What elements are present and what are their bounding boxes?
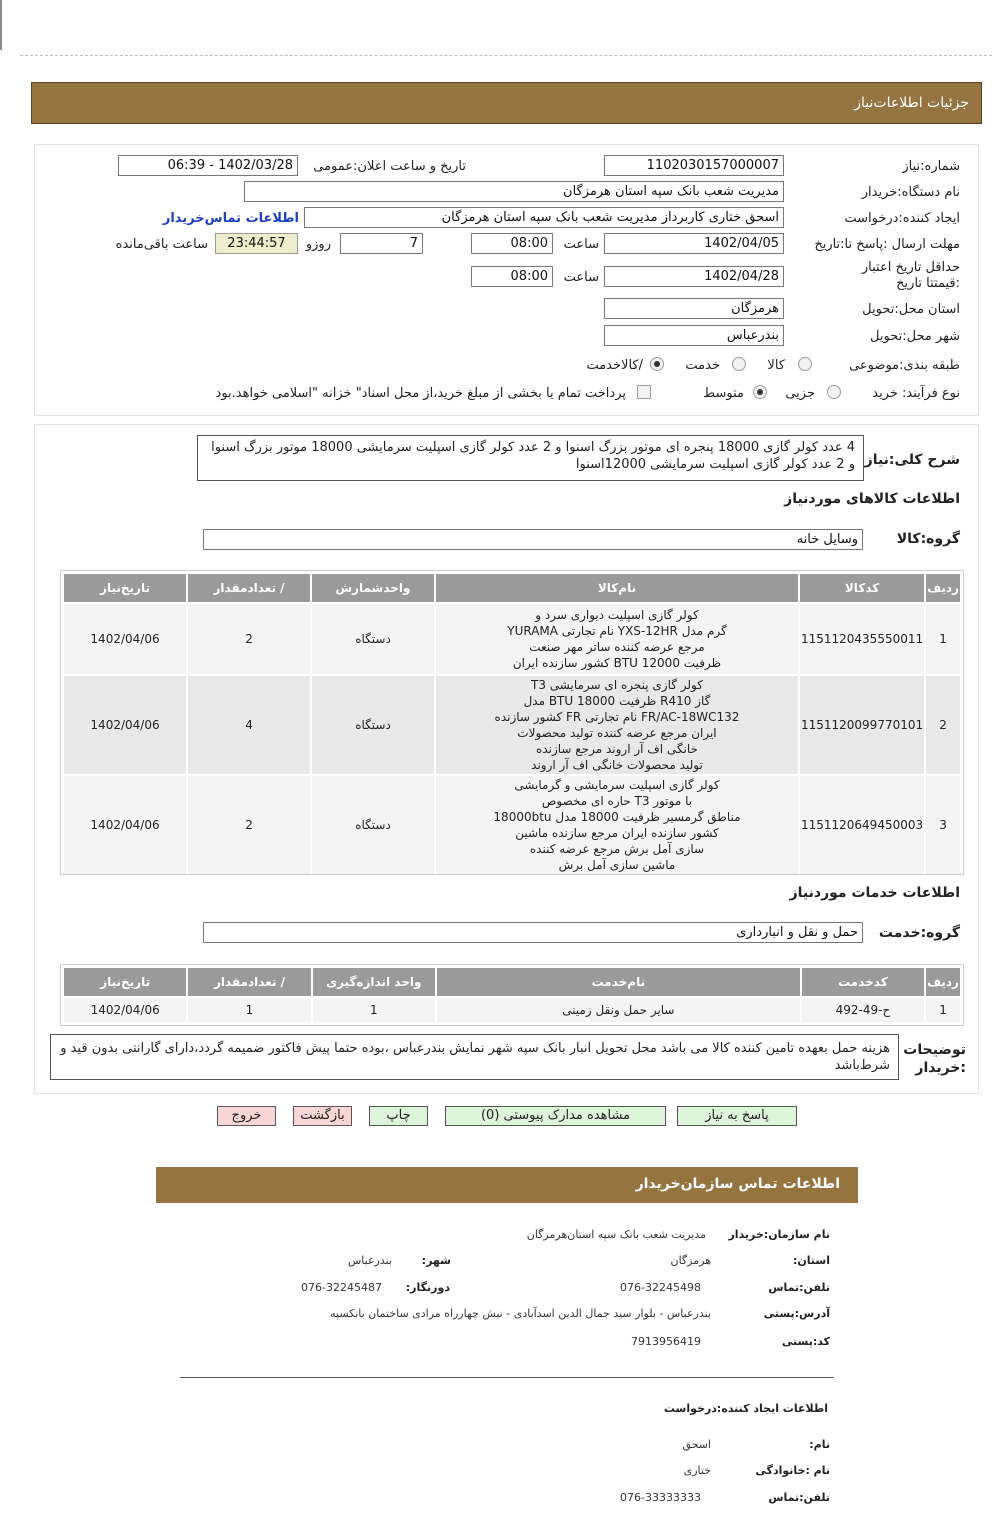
category-label: طبقه بندی:موضوعی bbox=[849, 358, 960, 373]
contact-phone-value: 076-32245498 bbox=[620, 1281, 701, 1294]
row-name bbox=[436, 676, 798, 774]
col-qty: / تعدادمقدار bbox=[188, 574, 310, 602]
page-header bbox=[31, 82, 982, 124]
contact-address-label: آدرس:پستی bbox=[763, 1307, 830, 1320]
row-code: ح-49-492 bbox=[802, 998, 924, 1022]
row-name bbox=[436, 776, 798, 874]
services-section-title: اطلاعات خدمات موردنیاز bbox=[789, 885, 960, 901]
need-number-label: شماره:نیاز bbox=[902, 159, 960, 174]
category-option-service: خدمت bbox=[685, 358, 720, 373]
row-name-line: کولر گازی اسپلیت سرمایشی و گرمایشی bbox=[514, 778, 720, 792]
creator-field: اسحق ختاری کاربرداز مدیریت شعب بانک سپه استان هرمزگان bbox=[304, 207, 784, 228]
contact-divider bbox=[180, 1377, 834, 1378]
process-option-medium: متوسط bbox=[703, 386, 744, 401]
row-name-line: خانگی اف آر اروند مرجع سازنده bbox=[536, 742, 698, 756]
col-unit: واحد اندازه‌گیری bbox=[313, 968, 435, 996]
need-number-field: 1102030157000007 bbox=[604, 155, 784, 176]
row-name-line: تولید محصولات خانگی اف آر اروند bbox=[531, 758, 703, 772]
row-name-line: ظرفیت 12000 BTU کشور سازنده ایران bbox=[512, 656, 722, 670]
creator-label: ایجاد کننده:درخواست bbox=[844, 211, 960, 226]
contact-province-label: استان: bbox=[793, 1254, 830, 1267]
row-name bbox=[436, 604, 798, 674]
exit-button[interactable]: خروج bbox=[217, 1106, 276, 1126]
row-qty: 4 bbox=[188, 676, 310, 774]
col-code: کدکالا bbox=[800, 574, 924, 602]
print-button[interactable]: چاپ bbox=[369, 1106, 428, 1126]
col-row: ردیف bbox=[926, 968, 960, 996]
row-unit: دستگاه bbox=[312, 776, 434, 874]
row-name-line: با موتور T3 حاره ای مخصوص bbox=[541, 794, 693, 808]
table-row bbox=[64, 604, 960, 674]
row-unit: دستگاه bbox=[312, 604, 434, 674]
row-date: 1402/04/06 bbox=[64, 776, 186, 874]
contact-fax-value: 076-32245487 bbox=[301, 1281, 382, 1294]
category-radio-goods[interactable] bbox=[798, 357, 812, 371]
creator-phone-label: تلفن:تماس bbox=[768, 1491, 830, 1504]
goods-table-header bbox=[64, 574, 960, 602]
row-name-line: سازی آمل برش مرجع عرضه کننده bbox=[529, 842, 705, 856]
row-index: 1 bbox=[926, 604, 960, 674]
back-button[interactable]: بازگشت bbox=[293, 1106, 352, 1126]
process-radio-medium[interactable] bbox=[753, 385, 767, 399]
province-field: هرمزگان bbox=[604, 298, 784, 319]
category-option-goods-service: /کالاخدمت bbox=[586, 358, 643, 373]
col-unit: واحدشمارش bbox=[312, 574, 434, 602]
validity-label: حداقل تاریخ اعتبار :قیمتتا تاریخ bbox=[861, 260, 960, 291]
row-index: 3 bbox=[926, 776, 960, 874]
contact-org-value: مدیریت شعب بانک سپه استان‌هرمزگان bbox=[526, 1228, 706, 1241]
contact-fax-label: دورنگار: bbox=[405, 1281, 450, 1294]
col-qty: / تعدادمقدار bbox=[188, 968, 310, 996]
col-date: تاریخ‌نیاز bbox=[64, 574, 186, 602]
process-radio-minor[interactable] bbox=[827, 385, 841, 399]
creator-phone-value: 076-33333333 bbox=[620, 1491, 701, 1504]
goods-group-label: گروه:کالا bbox=[896, 531, 960, 547]
contact-header-title: اطلاعات تماس سازمان‌خریدار bbox=[635, 1176, 840, 1192]
contact-header bbox=[156, 1167, 858, 1203]
treasury-payment-note: پرداخت تمام یا بخشی از مبلغ خرید،از محل اسناد" خزانه "اسلامی خواهد.بود bbox=[215, 386, 626, 401]
category-option-goods: کالا bbox=[767, 358, 785, 373]
row-name-line: گرم مدل YXS-12HR نام تجارتی YURAMA bbox=[507, 624, 727, 638]
validity-date-field: 1402/04/28 bbox=[604, 266, 784, 287]
goods-table bbox=[62, 572, 962, 876]
col-row: ردیف bbox=[926, 574, 960, 602]
page-header-title: جزئیات اطلاعات‌نیاز bbox=[854, 95, 969, 111]
row-name-line: کشور سازنده ایران مرجع سازنده ماشین bbox=[515, 826, 719, 840]
city-field: بندرعباس bbox=[604, 325, 784, 346]
deadline-label: مهلت ارسال :پاسخ تا:تاریخ bbox=[814, 237, 960, 252]
row-date: 1402/04/06 bbox=[64, 676, 186, 774]
row-index: 1 bbox=[926, 998, 960, 1022]
days-label: روزو bbox=[305, 237, 331, 252]
goods-section-title: اطلاعات کالاهای موردنیاز bbox=[784, 491, 960, 507]
row-name-line: مرجع عرضه کننده ساتر مهر صنعت bbox=[529, 640, 705, 654]
row-name-line: ایران مرجع عرضه کننده تولید محصولات bbox=[517, 726, 717, 740]
row-name-line: ماشین سازی آمل برش bbox=[558, 858, 676, 872]
row-unit: 1 bbox=[313, 998, 435, 1022]
row-name-line: FR/AC-18WC132 نام تجارتی FR کشور سازنده bbox=[494, 710, 740, 724]
buyer-notes-text: هزینه حمل بعهده تامین کننده کالا می باشد محل تحویل انبار بانک سپه شهر نمایش بندرعباس ،بوده حتما پیش فاکتور ضمیمه گردد،دارای گارانتی بدون قید و شرط‌باشد bbox=[50, 1034, 899, 1080]
deadline-time-field: 08:00 bbox=[471, 233, 553, 254]
buyer-org-field: مدیریت شعب بانک سپه استان هرمزگان bbox=[244, 181, 784, 202]
goods-table-frame bbox=[60, 570, 964, 875]
row-code: 1151120435550011 bbox=[800, 604, 924, 674]
row-code: 1151120649450003 bbox=[800, 776, 924, 874]
process-option-minor: جزیی bbox=[785, 386, 815, 401]
respond-button[interactable]: پاسخ به نیاز bbox=[677, 1106, 797, 1126]
contact-city-value: بندرعباس bbox=[347, 1254, 392, 1267]
row-name-line: کولر گازی پنجره ای سرمایشی T3 bbox=[531, 678, 703, 692]
countdown-timer: 23:44:57 bbox=[215, 233, 298, 254]
row-name-line: کولر گازی اسپلیت دیواری سرد و bbox=[535, 608, 699, 622]
creator-family-label: نام :خانوادگی bbox=[755, 1464, 830, 1477]
contact-postal-value: 7913956419 bbox=[631, 1335, 701, 1348]
goods-group-field: وسایل خانه bbox=[203, 529, 863, 550]
summary-text: 4 عدد کولر گازی 18000 پنجره ای موتور بزرگ اسنوا و 2 عدد کولر گازی اسپلیت سرمایشی 18000 موتور بزرگ اسنوا و 2 عدد کولر گازی اسپلیت سرمایشی 12000اسنوا bbox=[197, 435, 864, 481]
row-qty: 1 bbox=[188, 998, 310, 1022]
row-qty: 2 bbox=[188, 604, 310, 674]
days-field: 7 bbox=[340, 233, 423, 254]
col-name: نام‌کالا bbox=[436, 574, 798, 602]
col-name: نام‌خدمت bbox=[437, 968, 800, 996]
creator-name-label: نام: bbox=[809, 1438, 830, 1451]
row-name-line: گاز R410 ظرفیت 18000 BTU مدل bbox=[523, 694, 711, 708]
services-group-label: گروه:خدمت bbox=[878, 925, 960, 941]
announce-label: تاریخ و ساعت اعلان:عمومی bbox=[313, 159, 466, 174]
table-row bbox=[64, 676, 960, 774]
city-label: شهر محل:تحویل bbox=[870, 329, 960, 344]
creator-name-value: اسحق bbox=[682, 1438, 711, 1451]
category-radio-goods-service[interactable] bbox=[650, 357, 664, 371]
row-name: سایر حمل ونقل زمینی bbox=[437, 998, 800, 1022]
contact-org-label: نام سازمان:خریدار bbox=[728, 1228, 830, 1241]
row-date: 1402/04/06 bbox=[64, 604, 186, 674]
table-row bbox=[64, 776, 960, 874]
row-code: 1151120099770101 bbox=[800, 676, 924, 774]
buyer-contact-link[interactable]: اطلاعات تماس‌خریدار bbox=[162, 211, 299, 226]
deadline-date-field: 1402/04/05 bbox=[604, 233, 784, 254]
top-divider bbox=[20, 55, 992, 56]
creator-info-title: اطلاعات ایجاد کننده:درخواست bbox=[663, 1402, 828, 1415]
services-table bbox=[62, 966, 962, 1024]
col-date: تاریخ‌نیاز bbox=[64, 968, 186, 996]
services-table-header bbox=[64, 968, 960, 996]
validity-time-label: ساعت bbox=[563, 270, 599, 285]
remaining-label: ساعت باقی‌مانده bbox=[115, 237, 208, 252]
category-radio-service[interactable] bbox=[732, 357, 746, 371]
province-label: استان محل:تحویل bbox=[862, 302, 960, 317]
attachments-button[interactable]: مشاهده مدارک پیوستی (0) bbox=[445, 1106, 666, 1126]
row-date: 1402/04/06 bbox=[64, 998, 186, 1022]
page-edge-line bbox=[0, 0, 2, 50]
row-unit: دستگاه bbox=[312, 676, 434, 774]
process-label: نوع فرآیند: خرید bbox=[872, 386, 960, 401]
buyer-org-label: نام دستگاه:خریدار bbox=[861, 185, 960, 200]
summary-label: شرح کلی:نیاز bbox=[864, 452, 960, 468]
col-code: کدخدمت bbox=[802, 968, 924, 996]
contact-phone-label: تلفن:تماس bbox=[768, 1281, 830, 1294]
row-name-line: مناطق گرمسیر ظرفیت 18000 مدل 18000btu bbox=[493, 810, 741, 824]
contact-province-value: هرمزگان bbox=[670, 1254, 711, 1267]
contact-city-label: شهر: bbox=[421, 1254, 451, 1267]
creator-family-value: ختاری bbox=[683, 1464, 711, 1477]
buyer-notes-label: توضیحات :خریدار bbox=[903, 1042, 966, 1076]
row-qty: 2 bbox=[188, 776, 310, 874]
deadline-time-label: ساعت bbox=[563, 237, 599, 252]
table-row bbox=[64, 998, 960, 1022]
contact-address-value: بندرعباس - بلوار سید جمال الدین اسدآبادی - نبش چهارراه مرادی ساختمان بانکسپه bbox=[330, 1307, 711, 1320]
treasury-payment-checkbox[interactable] bbox=[637, 385, 651, 399]
contact-postal-label: کد:پستی bbox=[781, 1335, 830, 1348]
row-index: 2 bbox=[926, 676, 960, 774]
services-table-frame bbox=[60, 964, 964, 1026]
announce-field: 1402/03/28 - 06:39 bbox=[118, 155, 298, 176]
validity-time-field: 08:00 bbox=[471, 266, 553, 287]
services-group-field: حمل و نقل و انبارداری bbox=[203, 922, 863, 943]
